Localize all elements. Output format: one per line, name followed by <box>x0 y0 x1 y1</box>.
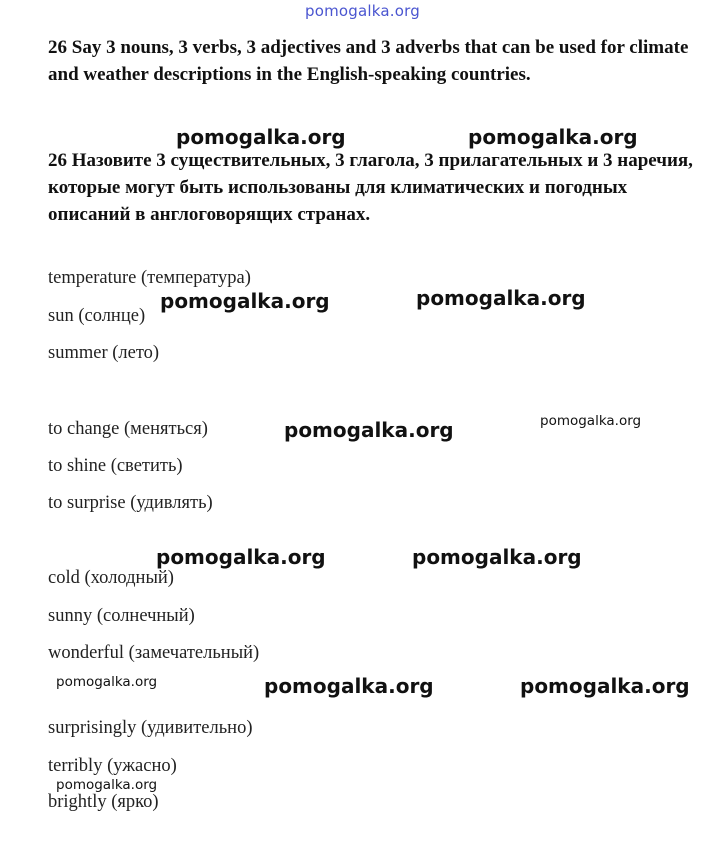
adverb-item: terribly (ужасно) <box>48 756 177 776</box>
adjective-item: sunny (солнечный) <box>48 606 195 626</box>
watermark-text: pomogalka.org <box>176 125 346 149</box>
adjective-item: cold (холодный) <box>48 568 174 588</box>
task-title-russian: 26 Назовите 3 существительных, 3 глагола, 3 прилагательных и 3 наречия, которые могут быть использованы для климатических и погодных описаний в англоговорящих странах. <box>48 150 693 225</box>
watermark-text: pomogalka.org <box>416 286 586 310</box>
watermark-text: pomogalka.org <box>56 777 158 793</box>
noun-item: summer (лето) <box>48 343 160 363</box>
watermark-text: pomogalka.org <box>160 289 330 313</box>
watermark-text: pomogalka.org <box>520 674 690 698</box>
verb-item: to shine (светить) <box>48 456 183 476</box>
header-watermark: pomogalka.org <box>305 2 420 20</box>
watermark-text: pomogalka.org <box>156 545 326 569</box>
watermark-text: pomogalka.org <box>284 418 454 442</box>
adjective-item: wonderful (замечательный) <box>48 643 260 663</box>
noun-item: temperature (температура) <box>48 268 251 288</box>
noun-item: sun (солнце) <box>48 306 146 326</box>
verb-item: to change (меняться) <box>48 419 208 439</box>
watermark-text: pomogalka.org <box>540 413 642 429</box>
verb-item: to surprise (удивлять) <box>48 493 213 513</box>
watermark-text: pomogalka.org <box>56 674 158 690</box>
watermark-text: pomogalka.org <box>264 674 434 698</box>
watermark-text: pomogalka.org <box>412 545 582 569</box>
adverb-item: brightly (ярко) <box>48 792 159 812</box>
watermark-text: pomogalka.org <box>468 125 638 149</box>
task-title-english: 26 Say 3 nouns, 3 verbs, 3 adjectives and 3 adverbs that can be used for climate and weather descriptions in the English-speaking countries. <box>48 37 689 85</box>
adverb-item: surprisingly (удивительно) <box>48 718 253 738</box>
